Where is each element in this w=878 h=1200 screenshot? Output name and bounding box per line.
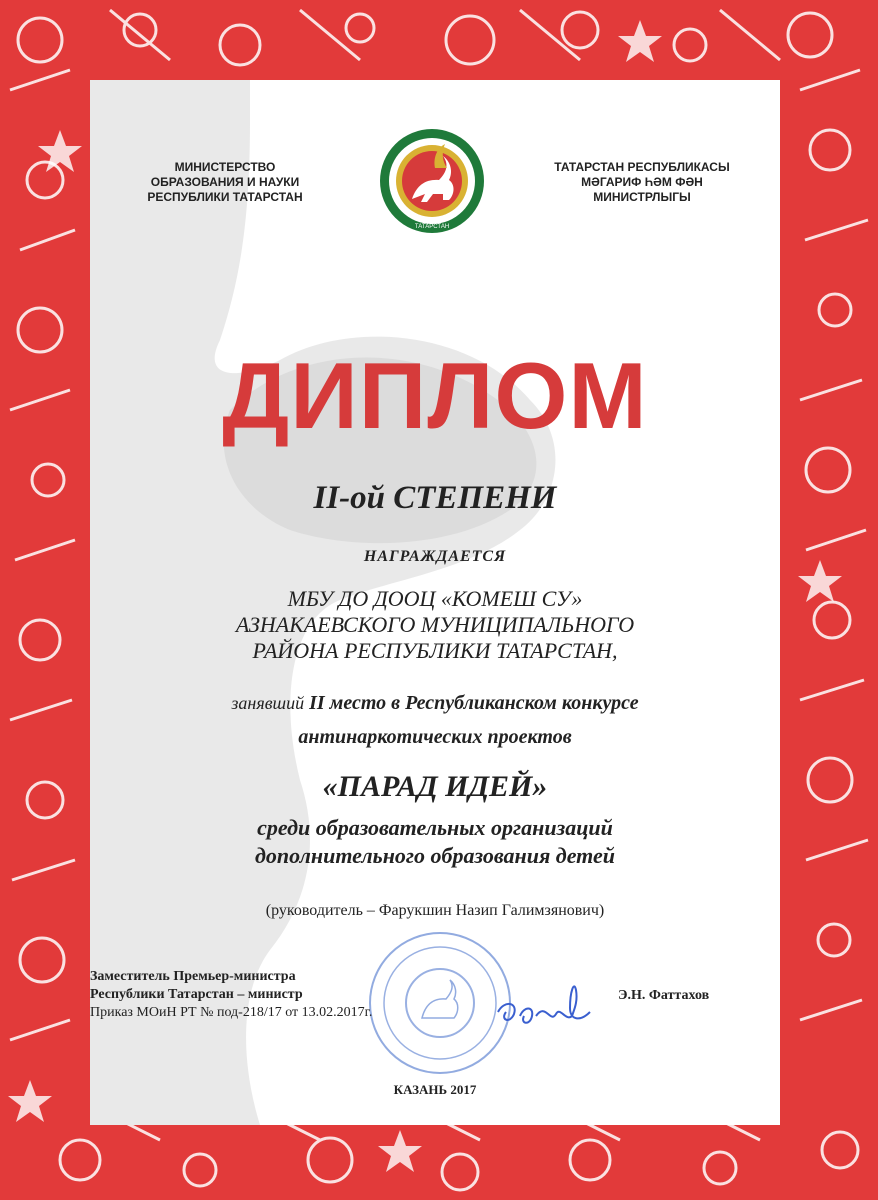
contest-name: «ПАРАД ИДЕЙ»: [322, 770, 548, 803]
recipient-line: РАЙОНА РЕСПУБЛИКИ ТАТАРСТАН,: [252, 638, 618, 663]
signatory-block: [90, 968, 372, 1022]
recipient-line: МБУ ДО ДООЦ «КОМЕШ СУ»: [287, 586, 583, 611]
handwritten-signature-icon: [490, 972, 600, 1042]
scope-line: дополнительного образования детей: [254, 843, 615, 868]
right-ministry-line: МИНИСТРЛЫГЫ: [593, 190, 691, 204]
diploma-title: ДИПЛОМ: [222, 343, 648, 448]
right-ministry-line: ТАТАРСТАН РЕСПУБЛИКАСЫ: [554, 160, 730, 174]
place-and-year: КАЗАНЬ 2017: [393, 1082, 477, 1097]
left-ministry-line: РЕСПУБЛИКИ ТАТАРСТАН: [147, 190, 303, 204]
achievement-place: II место в Республиканском конкурсе: [309, 692, 639, 714]
leader-note: (руководитель – Фарукшин Назип Галимзянович): [265, 902, 605, 919]
signatory-position-line: Заместитель Премьер-министра: [90, 969, 296, 984]
achievement-prefix: занявший: [231, 693, 305, 713]
left-ministry-name: [130, 160, 320, 205]
right-ministry-line: МӘГАРИФ ҺӘМ ФӘН: [581, 175, 703, 189]
scope-line: среди образовательных организаций: [257, 815, 613, 840]
achievement-line: [90, 692, 780, 715]
awarded-label: НАГРАЖДАЕТСЯ: [363, 548, 507, 565]
emblem-caption: ТАТАРСТАН: [414, 224, 450, 230]
contest-scope: [90, 814, 780, 870]
signer-name: Э.Н. Фаттахов: [618, 988, 710, 1003]
left-ministry-line: ОБРАЗОВАНИЯ И НАУКИ: [150, 175, 300, 189]
order-reference: Приказ МОиН РТ № под-218/17 от 13.02.2017г.: [90, 1005, 373, 1020]
recipient-name: [90, 586, 780, 664]
left-ministry-line: МИНИСТЕРСТВО: [174, 160, 276, 174]
signatory-position-line: Республики Татарстан – министр: [90, 987, 303, 1002]
right-ministry-name: [542, 160, 742, 205]
diploma-degree: II-ой СТЕПЕНИ: [313, 480, 557, 516]
recipient-line: АЗНАКАЕВСКОГО МУНИЦИПАЛЬНОГО: [235, 612, 635, 637]
diploma-body: [90, 80, 780, 1125]
contest-line: антинаркотических проектов: [298, 726, 572, 748]
tatarstan-coat-of-arms-icon: [377, 124, 487, 238]
